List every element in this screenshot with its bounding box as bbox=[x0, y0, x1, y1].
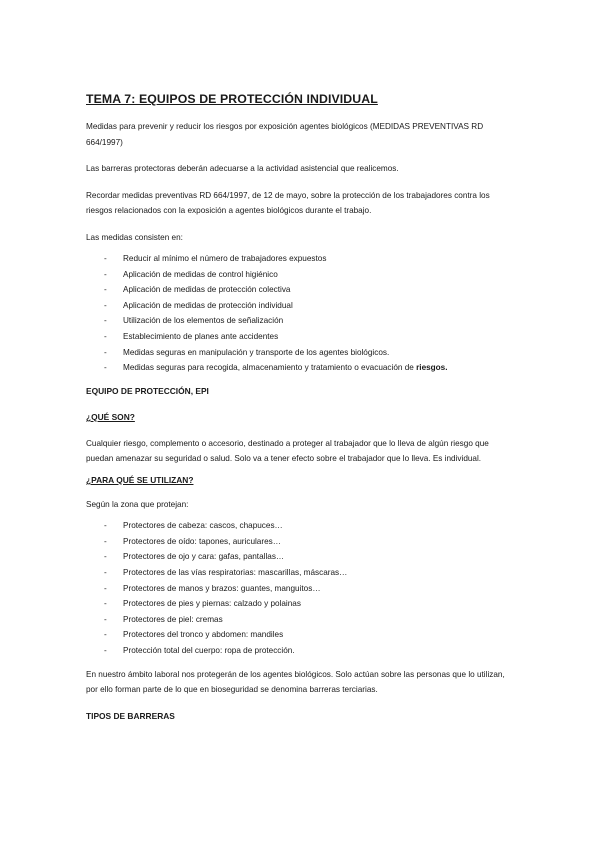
document-body bbox=[86, 92, 516, 735]
bullet-dash: - bbox=[104, 614, 107, 624]
intro-paragraph: Recordar medidas preventivas RD 664/1997, de 12 de mayo, sobre la protección de los trabajadores contra los riesgos relacionados con la exposición a agentes biológicos durante el trabajo. bbox=[86, 190, 490, 215]
list-item-text: Protectores del tronco y abdomen: mandiles bbox=[123, 630, 284, 640]
list-item bbox=[86, 345, 516, 361]
bullet-dash: - bbox=[104, 521, 107, 531]
bullet-dash: - bbox=[104, 568, 107, 578]
list-item-text: Aplicación de medidas de control higiénico bbox=[123, 269, 278, 279]
ambito-paragraph: En nuestro ámbito laboral nos protegerán de los agentes biológicos. Solo actúan sobre las personas que lo utilizan, por ello forman parte de lo que en bioseguridad se denomina barreras terciarias. bbox=[86, 669, 505, 695]
list-item bbox=[86, 549, 516, 565]
section-heading-tipos: TIPOS DE BARRERAS bbox=[86, 710, 175, 721]
intro-paragraph: Las medidas consisten en: bbox=[86, 232, 183, 242]
list-item-text: Medidas seguras en manipulación y transporte de los agentes biológicos. bbox=[123, 347, 390, 357]
list-item bbox=[86, 313, 516, 329]
bullet-dash: - bbox=[104, 552, 107, 562]
bullet-dash: - bbox=[104, 269, 107, 279]
list-item-text: Protectores de cabeza: cascos, chapuces… bbox=[123, 521, 283, 531]
list-item bbox=[86, 643, 516, 659]
bullet-dash: - bbox=[104, 599, 107, 609]
list-item-text: Protectores de ojo y cara: gafas, pantallas… bbox=[123, 552, 285, 562]
list-item-text: Medidas seguras para recogida, almacenamiento y tratamiento o evacuación de bbox=[123, 363, 417, 373]
list-item bbox=[86, 251, 516, 267]
list-item bbox=[86, 360, 516, 376]
list-item bbox=[86, 282, 516, 298]
list-item bbox=[86, 298, 516, 314]
bullet-dash: - bbox=[104, 536, 107, 546]
list-item-text: Protectores de oído: tapones, auriculares… bbox=[123, 536, 281, 546]
list-item-text: Protectores de piel: cremas bbox=[123, 614, 223, 624]
list-item-text: Aplicación de medidas de protección colectiva bbox=[123, 285, 291, 295]
list-item bbox=[86, 627, 516, 643]
que-son-paragraph: Cualquier riesgo, complemento o accesorio, destinado a proteger al trabajador que lo lleva de algún riesgo que puedan amenazar su seguridad o salud. Solo va a tener efecto sobre el trabajador que lo lleva. Es individual. bbox=[86, 438, 489, 464]
list-item bbox=[86, 267, 516, 283]
list-item bbox=[86, 518, 516, 534]
list-item-text: Establecimiento de planes ante accidentes bbox=[123, 331, 279, 341]
list-item bbox=[86, 329, 516, 345]
bullet-dash: - bbox=[104, 300, 107, 310]
bullet-dash: - bbox=[104, 285, 107, 295]
protectores-list bbox=[86, 518, 516, 658]
list-item bbox=[86, 596, 516, 612]
medidas-list bbox=[86, 251, 516, 376]
list-item bbox=[86, 581, 516, 597]
list-item-text: Protectores de manos y brazos: guantes, manguitos… bbox=[123, 583, 321, 593]
segun-zona-text: Según la zona que protejan: bbox=[86, 499, 189, 509]
list-item-text: Utilización de los elementos de señalización bbox=[123, 316, 284, 326]
subheading-que-son: ¿QUÉ SON? bbox=[86, 411, 135, 422]
bullet-dash: - bbox=[104, 646, 107, 655]
list-item-text: Protectores de pies y piernas: calzado y polainas bbox=[123, 599, 301, 609]
list-item-text: Protectores de las vías respiratorias: mascarillas, máscaras… bbox=[123, 568, 348, 578]
list-item bbox=[86, 534, 516, 550]
subheading-para-que: ¿PARA QUÉ SE UTILIZAN? bbox=[86, 474, 194, 485]
bullet-dash: - bbox=[104, 316, 107, 326]
intro-paragraph: Medidas para prevenir y reducir los riesgos por exposición agentes biológicos (MEDIDAS PREVENTIVAS RD 664/1997) bbox=[86, 122, 484, 147]
bullet-dash: - bbox=[104, 331, 107, 341]
list-item bbox=[86, 612, 516, 628]
list-item-bold: riesgos. bbox=[416, 363, 448, 373]
section-heading-epi: EQUIPO DE PROTECCIÓN, EPI bbox=[86, 385, 209, 396]
list-item-text: Protección total del cuerpo: ropa de protección. bbox=[123, 646, 295, 655]
bullet-dash: - bbox=[104, 583, 107, 593]
bullet-dash: - bbox=[104, 363, 107, 373]
intro-paragraph: Las barreras protectoras deberán adecuarse a la actividad asistencial que realicemos. bbox=[86, 164, 399, 173]
bullet-dash: - bbox=[104, 630, 107, 640]
list-item-text: Reducir al mínimo el número de trabajadores expuestos bbox=[123, 254, 327, 263]
list-item bbox=[86, 565, 516, 581]
page-title: TEMA 7: EQUIPOS DE PROTECCIÓN INDIVIDUAL bbox=[86, 92, 378, 106]
bullet-dash: - bbox=[104, 347, 107, 357]
bullet-dash: - bbox=[104, 254, 107, 263]
list-item-text: Aplicación de medidas de protección individual bbox=[123, 300, 293, 310]
